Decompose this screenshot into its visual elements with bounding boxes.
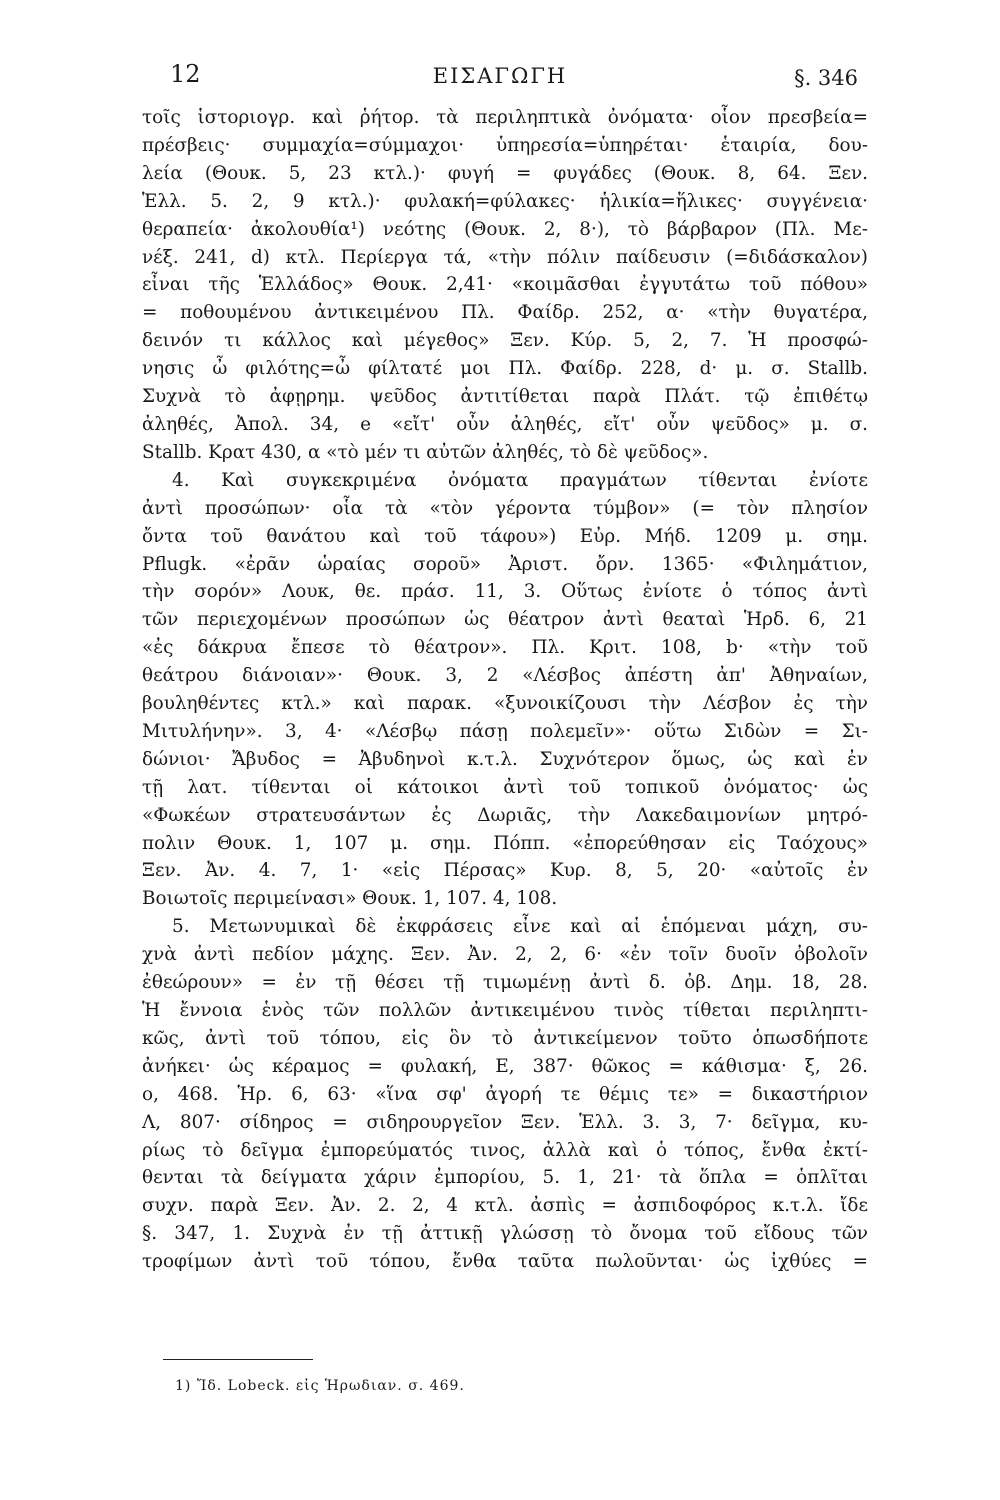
text-line: τῶν περιεχομένων προσώπων ὡς θέατρον ἀντὶ θεαταὶ Ἡρδ. 6, 21 (142, 609, 868, 631)
text-line: «Φωκέων στρατευσάντων ἐς Δωριᾶς, τὴν Λακεδαιμονίων μητρό- (142, 804, 868, 826)
text-line: ἀληθές, Ἀπολ. 34, e «εἴτ' οὖν ἀληθές, εἴτ' οὖν ψεῦδος» μ. σ. (142, 413, 868, 435)
text-line: ο, 468. Ἡρ. 6, 63· «ἵνα σφ' ἀγορή τε θέμις τε» = δικαστήριον (142, 1083, 868, 1105)
text-line: κῶς, ἀντὶ τοῦ τόπου, εἰς ὃν τὸ ἀντικείμενον τοῦτο ὁπωσδήποτε (142, 1027, 868, 1049)
text-line: Μιτυλήνην». 3, 4· «Λέσβῳ πάσῃ πολεμεῖν»· οὕτω Σιδὼν = Σι- (142, 720, 868, 742)
text-line: ρίως τὸ δεῖγμα ἐμπορεύματός τινος, ἀλλὰ καὶ ὁ τόπος, ἔνθα ἐκτί- (142, 1139, 868, 1161)
text-line: = ποθουμένου ἀντικειμένου Πλ. Φαίδρ. 252, α· «τὴν θυγατέρα, (142, 302, 868, 324)
text-line: Ἑλλ. 5. 2, 9 κτλ.)· φυλακή=φύλακες· ἡλικία=ἥλικες· συγγένεια· (142, 190, 868, 212)
text-line: βουληθέντες κτλ.» καὶ παρακ. «ξυνοικίζουσι τὴν Λέσβον ἐς τὴν (142, 693, 868, 715)
text-line: §. 347, 1. Συχνὰ ἐν τῇ ἀττικῇ γλώσσῃ τὸ ὄνομα τοῦ εἴδους τῶν (142, 1223, 868, 1245)
text-line: Pflugk. «ἐρᾶν ὡραίας σοροῦ» Ἀριστ. ὄρν. 1365· «Φιλημάτιον, (142, 553, 868, 575)
text-line: τροφίμων ἀντὶ τοῦ τόπου, ἔνθα ταῦτα πωλοῦνται· ὡς ἰχθύες = (142, 1251, 868, 1273)
text-line: δώνιοι· Ἄβυδος = Ἀβυδηνοὶ κ.τ.λ. Συχνότερον ὅμως, ὡς καὶ ἐν (142, 748, 868, 770)
text-line: πολιν Θουκ. 1, 107 μ. σημ. Πόππ. «ἐπορεύθησαν εἰς Ταόχους» (142, 832, 868, 854)
text-line: ὄντα τοῦ θανάτου καὶ τοῦ τάφου») Εὐρ. Μήδ. 1209 μ. σημ. (142, 525, 868, 547)
text-line: τοῖς ἱστοριογρ. καὶ ῥήτορ. τὰ περιληπτικὰ ὀνόματα· οἷον πρεσβεία= (142, 107, 868, 128)
text-line: δεινόν τι κάλλος καὶ μέγεθος» Ξεν. Κύρ. 5, 2, 7. Ἡ προσφώ- (142, 330, 868, 352)
text-line: ἐθεώρουν» = ἐν τῇ θέσει τῇ τιμωμένῃ ἀντὶ δ. ὀβ. Δημ. 18, 28. (142, 972, 868, 994)
text-line: Ἡ ἔννοια ἑνὸς τῶν πολλῶν ἀντικειμένου τινὸς τίθεται περιληπτι- (142, 1000, 868, 1021)
footnote: 1) Ἴδ. Lobeck. εἰς Ἡρωδιαν. σ. 469. (175, 1378, 465, 1394)
body-text (142, 104, 868, 1276)
text-line: θεάτρου διάνοιαν»· Θουκ. 3, 2 «Λέσβος ἀπέστη ἀπ' Ἀθηναίων, (142, 665, 868, 687)
text-line: τὴν σορόν» Λουκ, θε. πράσ. 11, 3. Οὕτως ἐνίοτε ὁ τόπος ἀντὶ (142, 581, 868, 603)
text-line: Ξεν. Ἀν. 4. 7, 1· «εἰς Πέρσας» Κυρ. 8, 5, 20· «αὐτοῖς ἐν (142, 860, 868, 882)
text-line: θενται τὰ δείγματα χάριν ἐμπορίου, 5. 1, 21· τὰ ὅπλα = ὁπλῖται (142, 1167, 868, 1189)
running-title: ΕΙΣΑΓΩΓΗ (432, 64, 568, 88)
text-line: Λ, 807· σίδηρος = σιδηρουργεῖον Ξεν. Ἑλλ. 3. 3, 7· δεῖγμα, κυ- (142, 1111, 868, 1133)
text-line: ἀντὶ προσώπων· οἷα τὰ «τὸν γέροντα τύμβον» (= τὸν πλησίον (142, 497, 868, 519)
text-line: ἀνήκει· ὡς κέραμος = φυλακή, Ε, 387· θῶκος = κάθισμα· ξ, 26. (142, 1055, 868, 1077)
page-number: 12 (170, 60, 201, 88)
text-line: εἶναι τῆς Ἑλλάδος» Θουκ. 2,41· «κοιμᾶσθαι ἐγγυτάτω τοῦ πόθου» (142, 274, 868, 296)
section-reference: §. 346 (794, 66, 858, 90)
paragraph-4-start: 4. Καὶ συγκεκριμένα ὀνόματα πραγμάτων τίθενται ἐνίοτε (172, 469, 868, 491)
paragraph-5-start: 5. Μετωνυμικαὶ δὲ ἐκφράσεις εἶνε καὶ αἱ ἑπόμεναι μάχη, συ- (172, 916, 868, 938)
text-line: Βοιωτοῖς περιμείνασι» Θουκ. 1, 107. 4, 108. (142, 888, 558, 910)
text-line: τῇ λατ. τίθενται οἱ κάτοικοι ἀντὶ τοῦ τοπικοῦ ὀνόματος· ὡς (142, 776, 868, 798)
text-line: «ἐς δάκρυα ἔπεσε τὸ θέατρον». Πλ. Κριτ. 108, b· «τὴν τοῦ (142, 637, 868, 659)
text-line: Stallb. Κρατ 430, α «τὸ μέν τι αὐτῶν ἀληθές, τὸ δὲ ψεῦδος». (142, 441, 709, 463)
text-line: νέξ. 241, d) κτλ. Περίεργα τά, «τὴν πόλιν παίδευσιν (=διδάσκαλον) (142, 246, 868, 268)
text-line: λεία (Θουκ. 5, 23 κτλ.)· φυγή = φυγάδες (Θουκ. 8, 64. Ξεν. (142, 162, 868, 184)
text-line: Συχνὰ τὸ ἀφῃρημ. ψεῦδος ἀντιτίθεται παρὰ Πλάτ. τῷ ἐπιθέτῳ (142, 386, 868, 408)
text-line: πρέσβεις· συμμαχία=σύμμαχοι· ὑπηρεσία=ὑπηρέται· ἑταιρία, δου- (142, 134, 868, 156)
footnote-divider (163, 1359, 313, 1360)
text-line: θεραπεία· ἀκολουθία¹) νεότης (Θουκ. 2, 8·), τὸ βάρβαρον (Πλ. Με- (142, 218, 868, 240)
text-line: νησις ὦ φιλότης=ὦ φίλτατέ μοι Πλ. Φαίδρ. 228, d· μ. σ. Stallb. (142, 358, 868, 380)
text-line: συχν. παρὰ Ξεν. Ἀν. 2. 2, 4 κτλ. ἀσπὶς = ἀσπιδοφόρος κ.τ.λ. ἴδε (142, 1195, 868, 1217)
text-line: χνὰ ἀντὶ πεδίον μάχης. Ξεν. Ἀν. 2, 2, 6· «ἐν τοῖν δυοῖν ὀβολοῖν (142, 944, 868, 966)
